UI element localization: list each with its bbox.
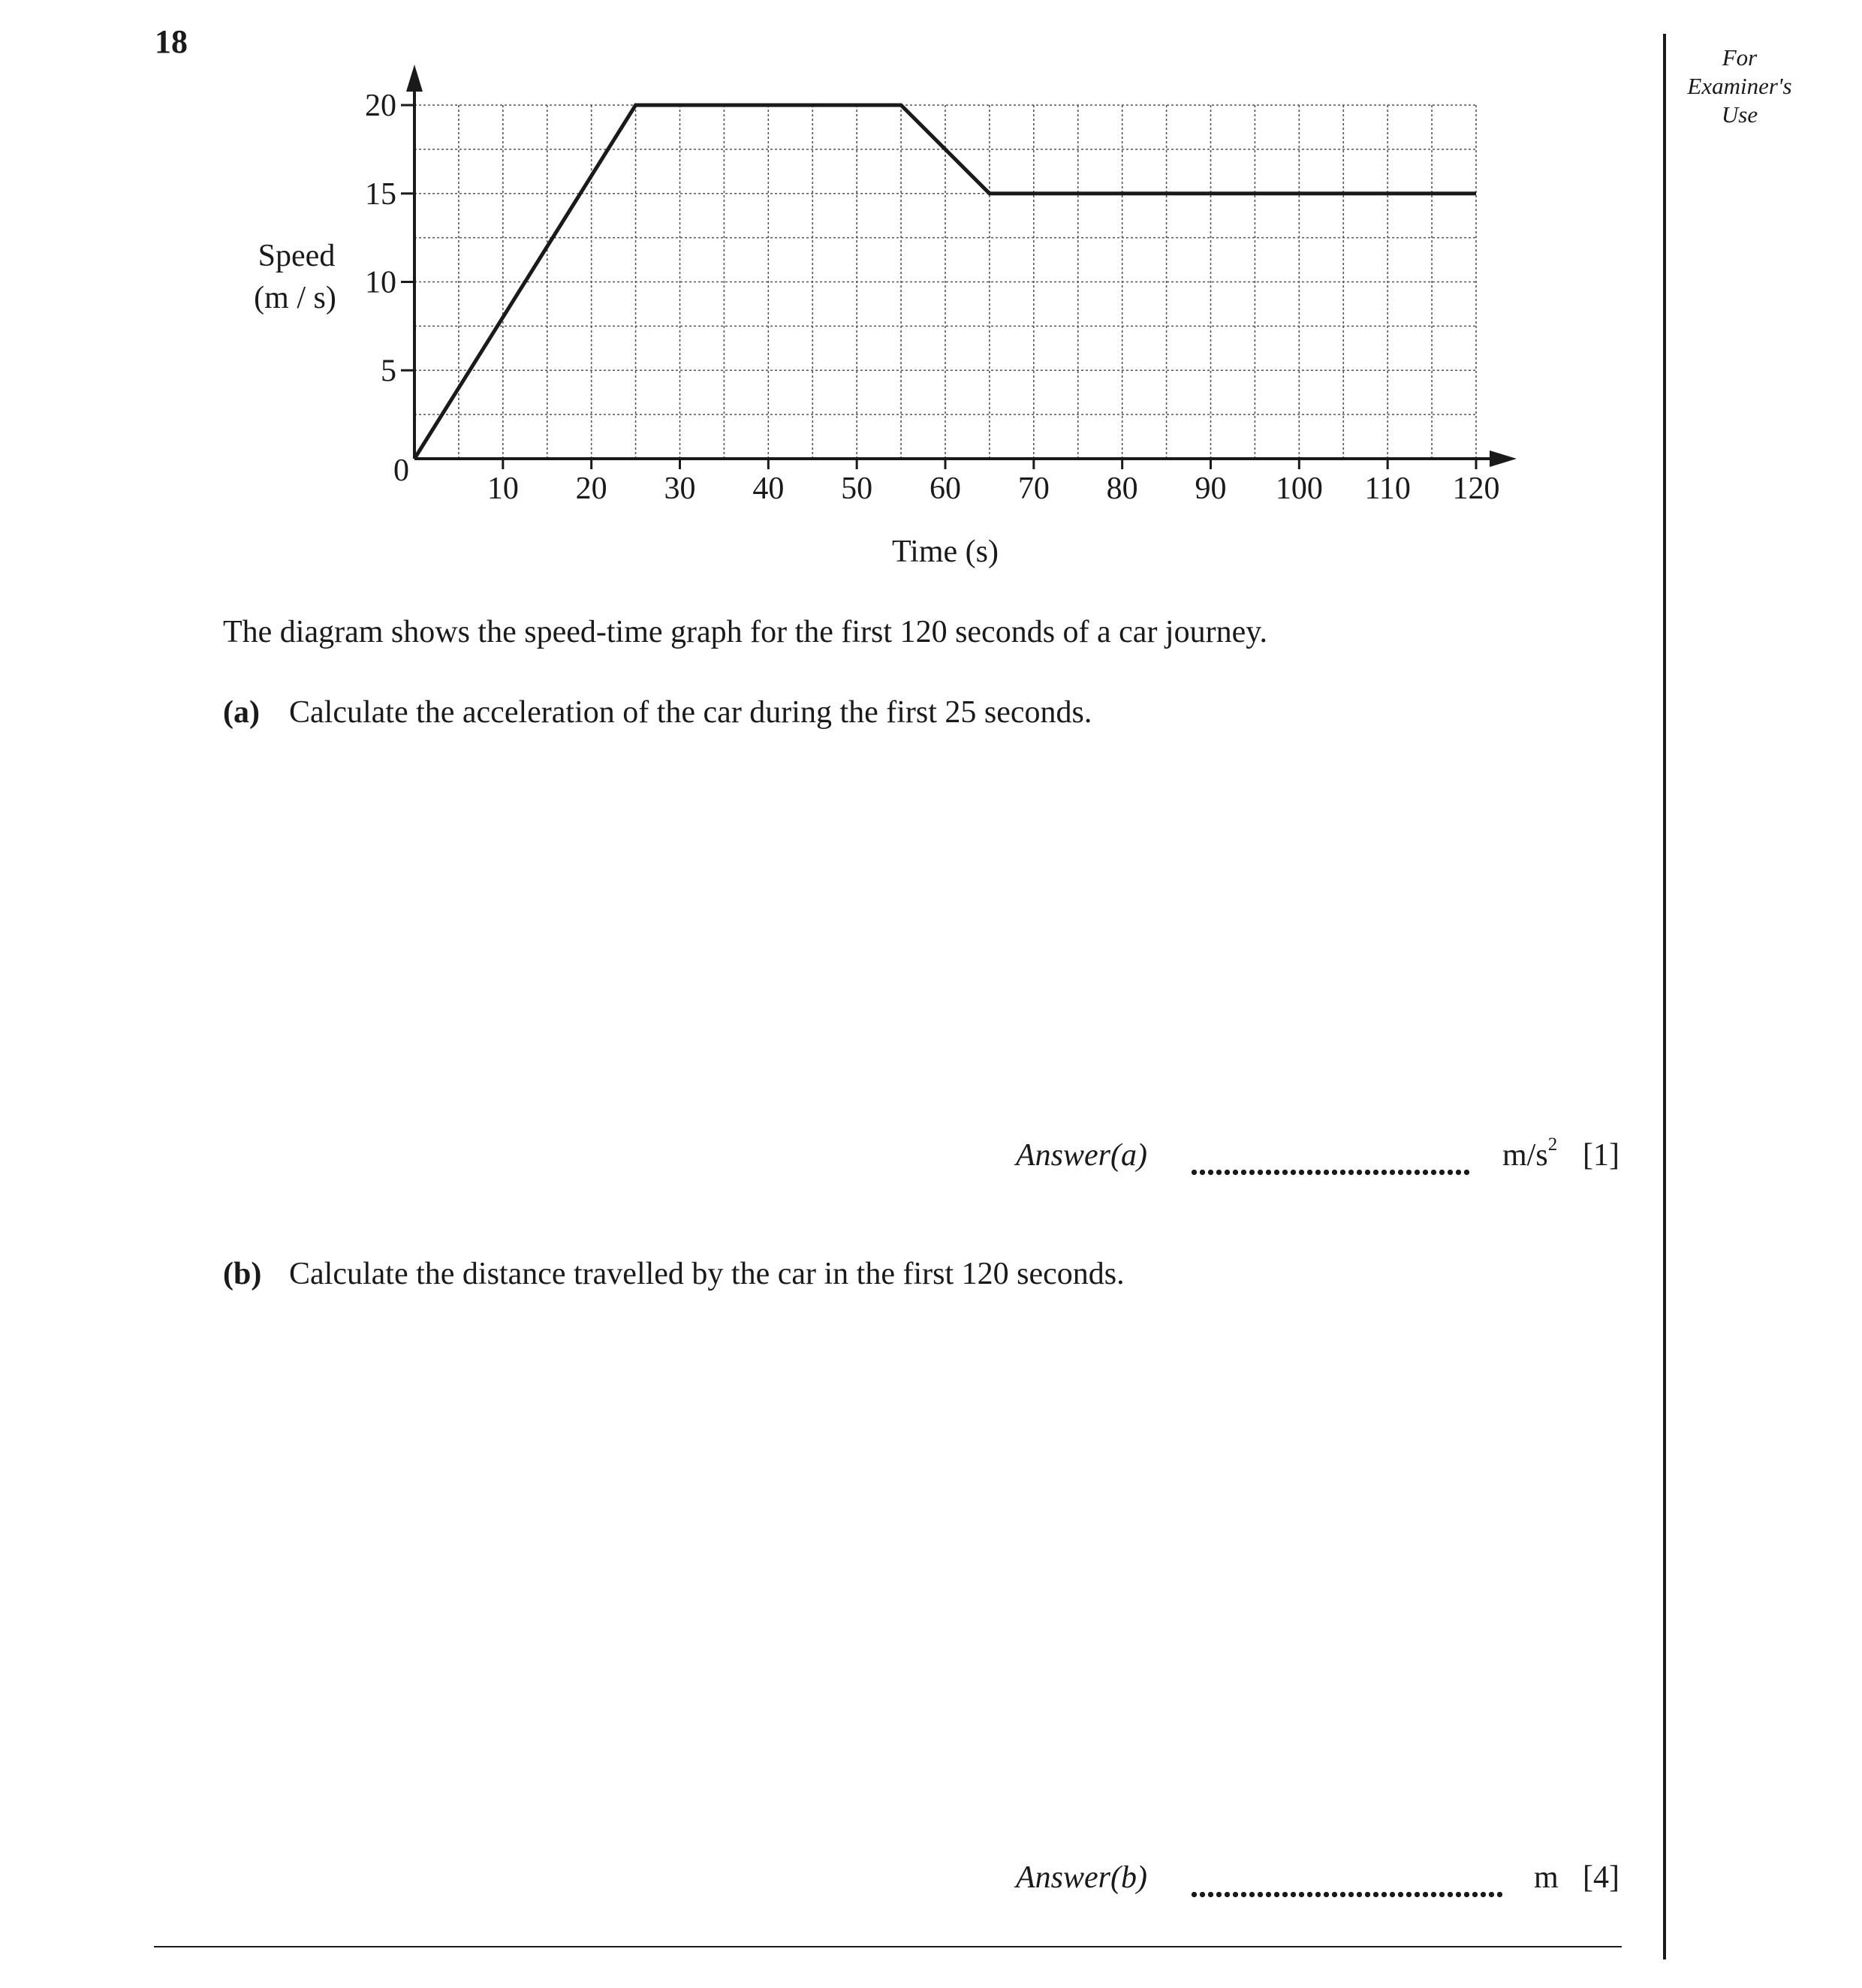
bottom-rule (154, 1946, 1622, 1947)
examiner-line-2: Examiner's (1687, 73, 1792, 99)
part-b-text: Calculate the distance travelled by the car in the first 120 seconds. (289, 1257, 1125, 1291)
examiner-line-3: Use (1721, 101, 1758, 128)
question-number: 18 (155, 23, 188, 60)
origin-label: 0 (393, 453, 409, 488)
part-b-question (223, 1256, 1125, 1292)
speed-time-chart (0, 0, 1862, 586)
x-axis-arrow (1490, 450, 1517, 467)
y-tick-label: 15 (365, 176, 396, 212)
unit-a-base: m/s (1502, 1138, 1548, 1173)
x-tick-label: 30 (664, 471, 696, 506)
answer-a-label: Answer(a) (1016, 1138, 1147, 1173)
x-tick-label: 60 (929, 471, 961, 506)
x-tick-label: 120 (1452, 471, 1500, 506)
x-tick-label: 70 (1017, 471, 1050, 506)
unit-a-sup: 2 (1547, 1134, 1558, 1155)
x-axis-label: Time (s) (892, 535, 999, 569)
answer-b-unit: m (1534, 1860, 1559, 1895)
y-tick-label: 10 (365, 265, 396, 300)
x-tick-label: 110 (1364, 471, 1411, 506)
x-tick-label: 20 (575, 471, 607, 506)
intro-text: The diagram shows the speed-time graph for the first 120 seconds of a car journey. (223, 615, 1268, 649)
part-a-marks: [1] (1583, 1138, 1619, 1173)
answer-a-unit (1502, 1134, 1558, 1173)
part-a-question (223, 694, 1092, 730)
answer-b-line[interactable] (1190, 1891, 1504, 1898)
part-b-label: (b) (223, 1257, 262, 1291)
x-tick-label: 90 (1195, 471, 1227, 506)
part-b-marks: [4] (1583, 1860, 1619, 1895)
x-tick-label: 100 (1275, 471, 1323, 506)
y-tick-label: 20 (365, 89, 396, 123)
y-axis-label-line-1: Speed (258, 239, 336, 273)
part-a-text: Calculate the acceleration of the car during the first 25 seconds. (289, 695, 1092, 730)
y-axis-arrow (406, 65, 423, 92)
x-tick-label: 40 (752, 471, 785, 506)
answer-b-label: Answer(b) (1016, 1860, 1147, 1895)
part-a-label: (a) (223, 695, 260, 730)
y-axis-label-line-2: (m / s) (254, 281, 336, 315)
examiner-line-1: For (1722, 44, 1758, 71)
x-tick-label: 10 (487, 471, 519, 506)
x-tick-label: 50 (841, 471, 873, 506)
x-tick-label: 80 (1106, 471, 1138, 506)
answer-a-line[interactable] (1190, 1169, 1472, 1176)
y-tick-label: 5 (381, 354, 396, 389)
